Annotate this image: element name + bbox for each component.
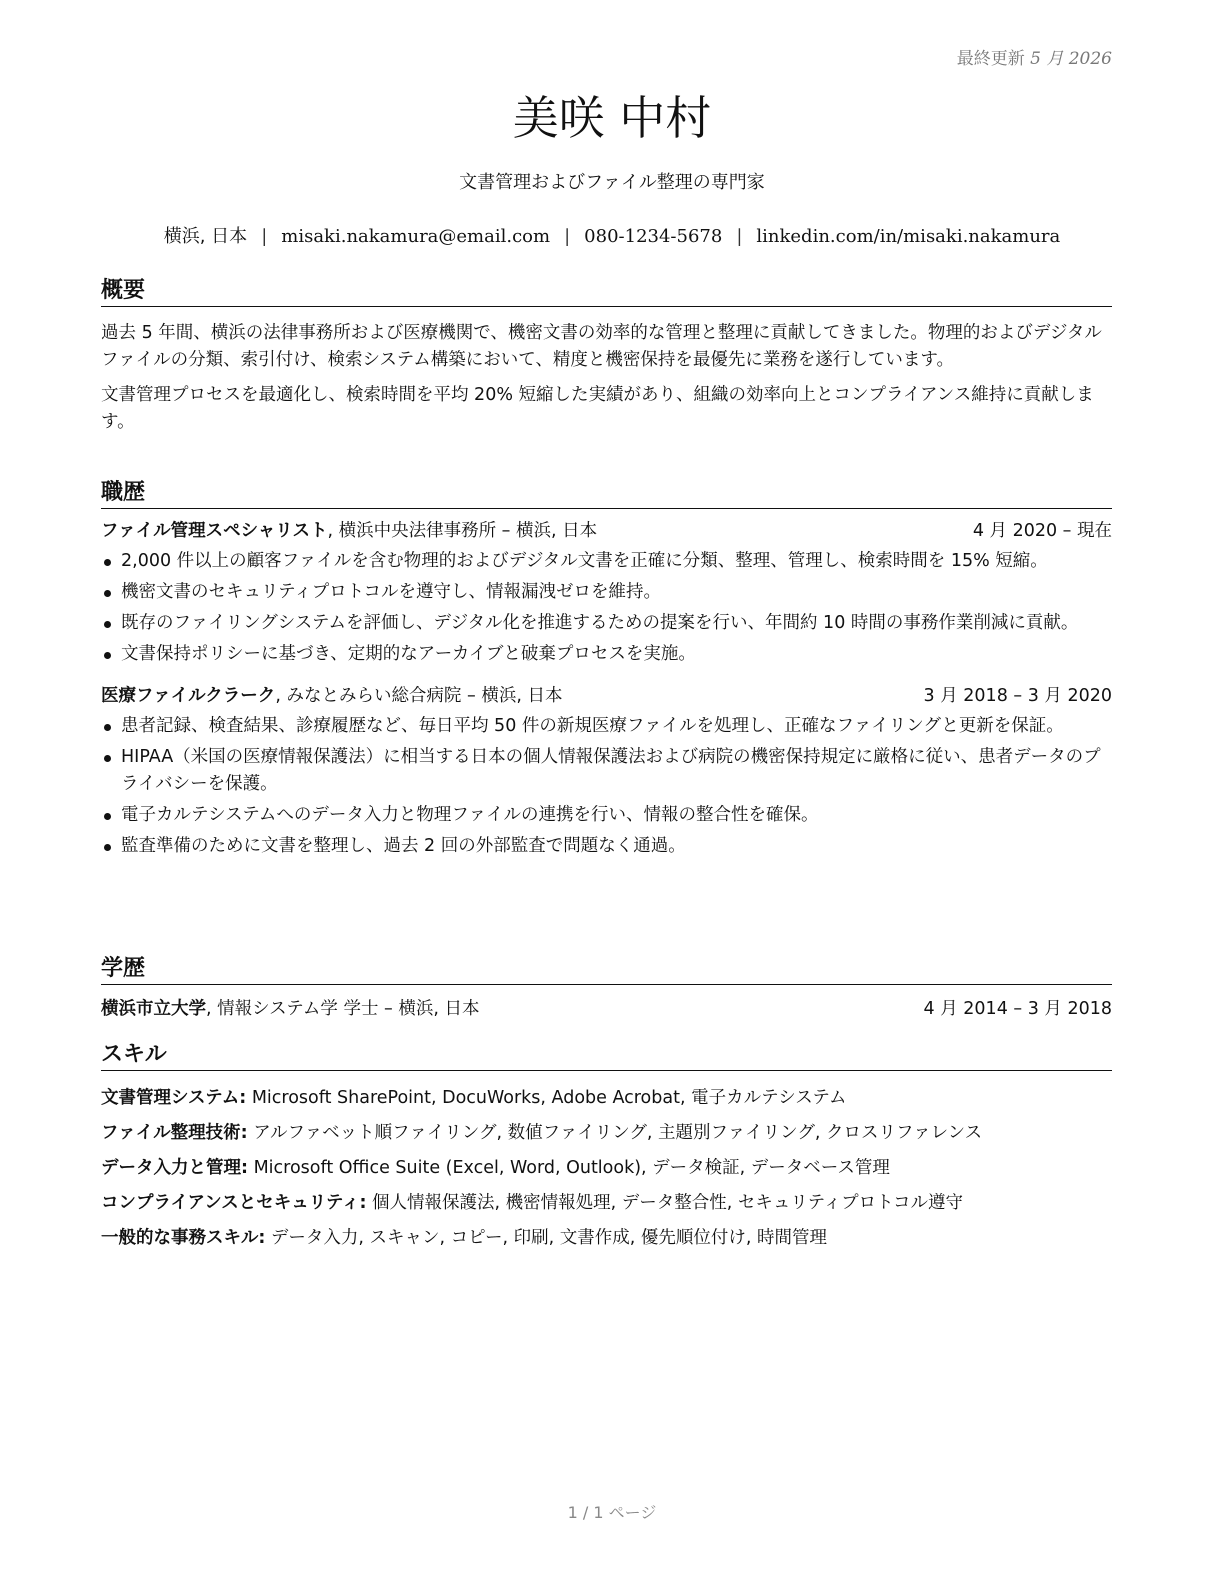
job-bullet: 文書保持ポリシーに基づき、定期的なアーカイブと破棄プロセスを実施。 <box>101 641 1112 668</box>
skill-key: 一般的な事務スキル: <box>101 1228 266 1248</box>
job-entry <box>101 683 1112 860</box>
skill-line <box>101 1186 1112 1221</box>
summary-section <box>101 277 1112 436</box>
skill-key: コンプライアンスとセキュリティ: <box>101 1193 367 1213</box>
job-bullet: 監査準備のために文書を整理し、過去 2 回の外部監査で問題なく通過。 <box>101 833 1112 860</box>
skill-line <box>101 1116 1112 1151</box>
last-updated-label: 最終更新 <box>956 49 1025 69</box>
job-title-line <box>101 683 562 710</box>
candidate-name: 美咲 中村 <box>512 91 712 145</box>
skill-value: アルファベット順ファイリング, 数値ファイリング, 主題別ファイリング, クロスリファレンス <box>247 1123 983 1143</box>
last-updated <box>957 44 1112 69</box>
skill-value: データ入力, スキャン, コピー, 印刷, 文書作成, 優先順位付け, 時間管理 <box>265 1228 827 1248</box>
education-title-line <box>101 996 479 1023</box>
skill-value: Microsoft Office Suite (Excel, Word, Outlook), データ検証, データベース管理 <box>248 1158 890 1178</box>
contact-separator: | <box>564 226 571 247</box>
last-updated-date: 5 月 2026 <box>1030 49 1112 69</box>
job-header <box>101 683 1112 710</box>
skill-value: 個人情報保護法, 機密情報処理, データ整合性, セキュリティプロトコル遵守 <box>366 1193 963 1213</box>
skill-key: データ入力と管理: <box>101 1158 248 1178</box>
skill-line <box>101 1151 1112 1186</box>
section-title-summary: 概要 <box>101 277 1112 307</box>
section-title-skills: スキル <box>101 1041 1112 1071</box>
education-section <box>101 955 1112 1023</box>
education-dates: 4 月 2014 – 3 月 2018 <box>923 999 1112 1019</box>
job-org: , 横浜中央法律事務所 – 横浜, 日本 <box>327 521 598 541</box>
job-bullet: 患者記録、検査結果、診療履歴など、毎日平均 50 件の新規医療ファイルを処理し、正確なファイリングと更新を保証。 <box>101 713 1112 740</box>
job-bullet: HIPAA（米国の医療情報保護法）に相当する日本の個人情報保護法および病院の機密保持規定に厳格に従い、患者データのプライバシーを保護。 <box>101 744 1112 798</box>
contact-separator: | <box>736 226 743 247</box>
page-indicator: 1 / 1 ページ <box>567 1503 657 1522</box>
skills-list <box>101 1081 1112 1256</box>
job-bullets <box>101 548 1112 668</box>
skill-key: ファイル整理技術: <box>101 1123 248 1143</box>
job-title-line <box>101 518 597 545</box>
job-dates: 3 月 2018 – 3 月 2020 <box>923 686 1112 706</box>
contact-linkedin[interactable]: linkedin.com/in/misaki.nakamura <box>756 226 1061 247</box>
headline: 文書管理およびファイル整理の専門家 <box>459 172 765 193</box>
contact-line <box>0 225 1224 249</box>
job-bullet: 電子カルテシステムへのデータ入力と物理ファイルの連携を行い、情報の整合性を確保。 <box>101 802 1112 829</box>
job-org: , みなとみらい総合病院 – 横浜, 日本 <box>275 686 563 706</box>
job-bullet: 機密文書のセキュリティプロトコルを遵守し、情報漏洩ゼロを維持。 <box>101 579 1112 606</box>
section-title-experience: 職歴 <box>101 479 1112 509</box>
skill-value: Microsoft SharePoint, DocuWorks, Adobe Acrobat, 電子カルテシステム <box>246 1088 847 1108</box>
skills-section <box>101 1041 1112 1256</box>
skill-line <box>101 1221 1112 1256</box>
job-bullet: 2,000 件以上の顧客ファイルを含む物理的およびデジタル文書を正確に分類、整理、管理し、検索時間を 15% 短縮。 <box>101 548 1112 575</box>
job-dates: 4 月 2020 – 現在 <box>972 521 1112 541</box>
education-school: 横浜市立大学 <box>101 999 206 1019</box>
skill-line <box>101 1081 1112 1116</box>
contact-location: 横浜, 日本 <box>163 226 248 247</box>
summary-paragraph: 文書管理プロセスを最適化し、検索時間を平均 20% 短縮した実績があり、組織の効率向上とコンプライアンス維持に貢献します。 <box>101 385 1094 432</box>
contact-phone[interactable]: 080-1234-5678 <box>584 226 723 247</box>
job-header <box>101 518 1112 545</box>
job-bullet: 既存のファイリングシステムを評価し、デジタル化を推進するための提案を行い、年間約 10 時間の事務作業削減に貢献。 <box>101 610 1112 637</box>
contact-separator: | <box>261 226 268 247</box>
education-entry <box>101 996 1112 1023</box>
job-role: 医療ファイルクラーク <box>101 686 276 706</box>
job-role: ファイル管理スペシャリスト <box>101 521 328 541</box>
skill-key: 文書管理システム: <box>101 1088 247 1108</box>
contact-email[interactable]: misaki.nakamura@email.com <box>281 226 551 247</box>
section-title-education: 学歴 <box>101 955 1112 985</box>
job-bullets <box>101 713 1112 860</box>
summary-paragraph: 過去 5 年間、横浜の法律事務所および医療機関で、機密文書の効率的な管理と整理に貢献してきました。物理的およびデジタルファイルの分類、索引付け、検索システム構築において、精度と機密保持を最優先に業務を遂行しています。 <box>101 323 1102 370</box>
experience-section <box>101 479 1112 860</box>
education-detail: , 情報システム学 学士 – 横浜, 日本 <box>206 999 480 1019</box>
job-entry <box>101 518 1112 668</box>
